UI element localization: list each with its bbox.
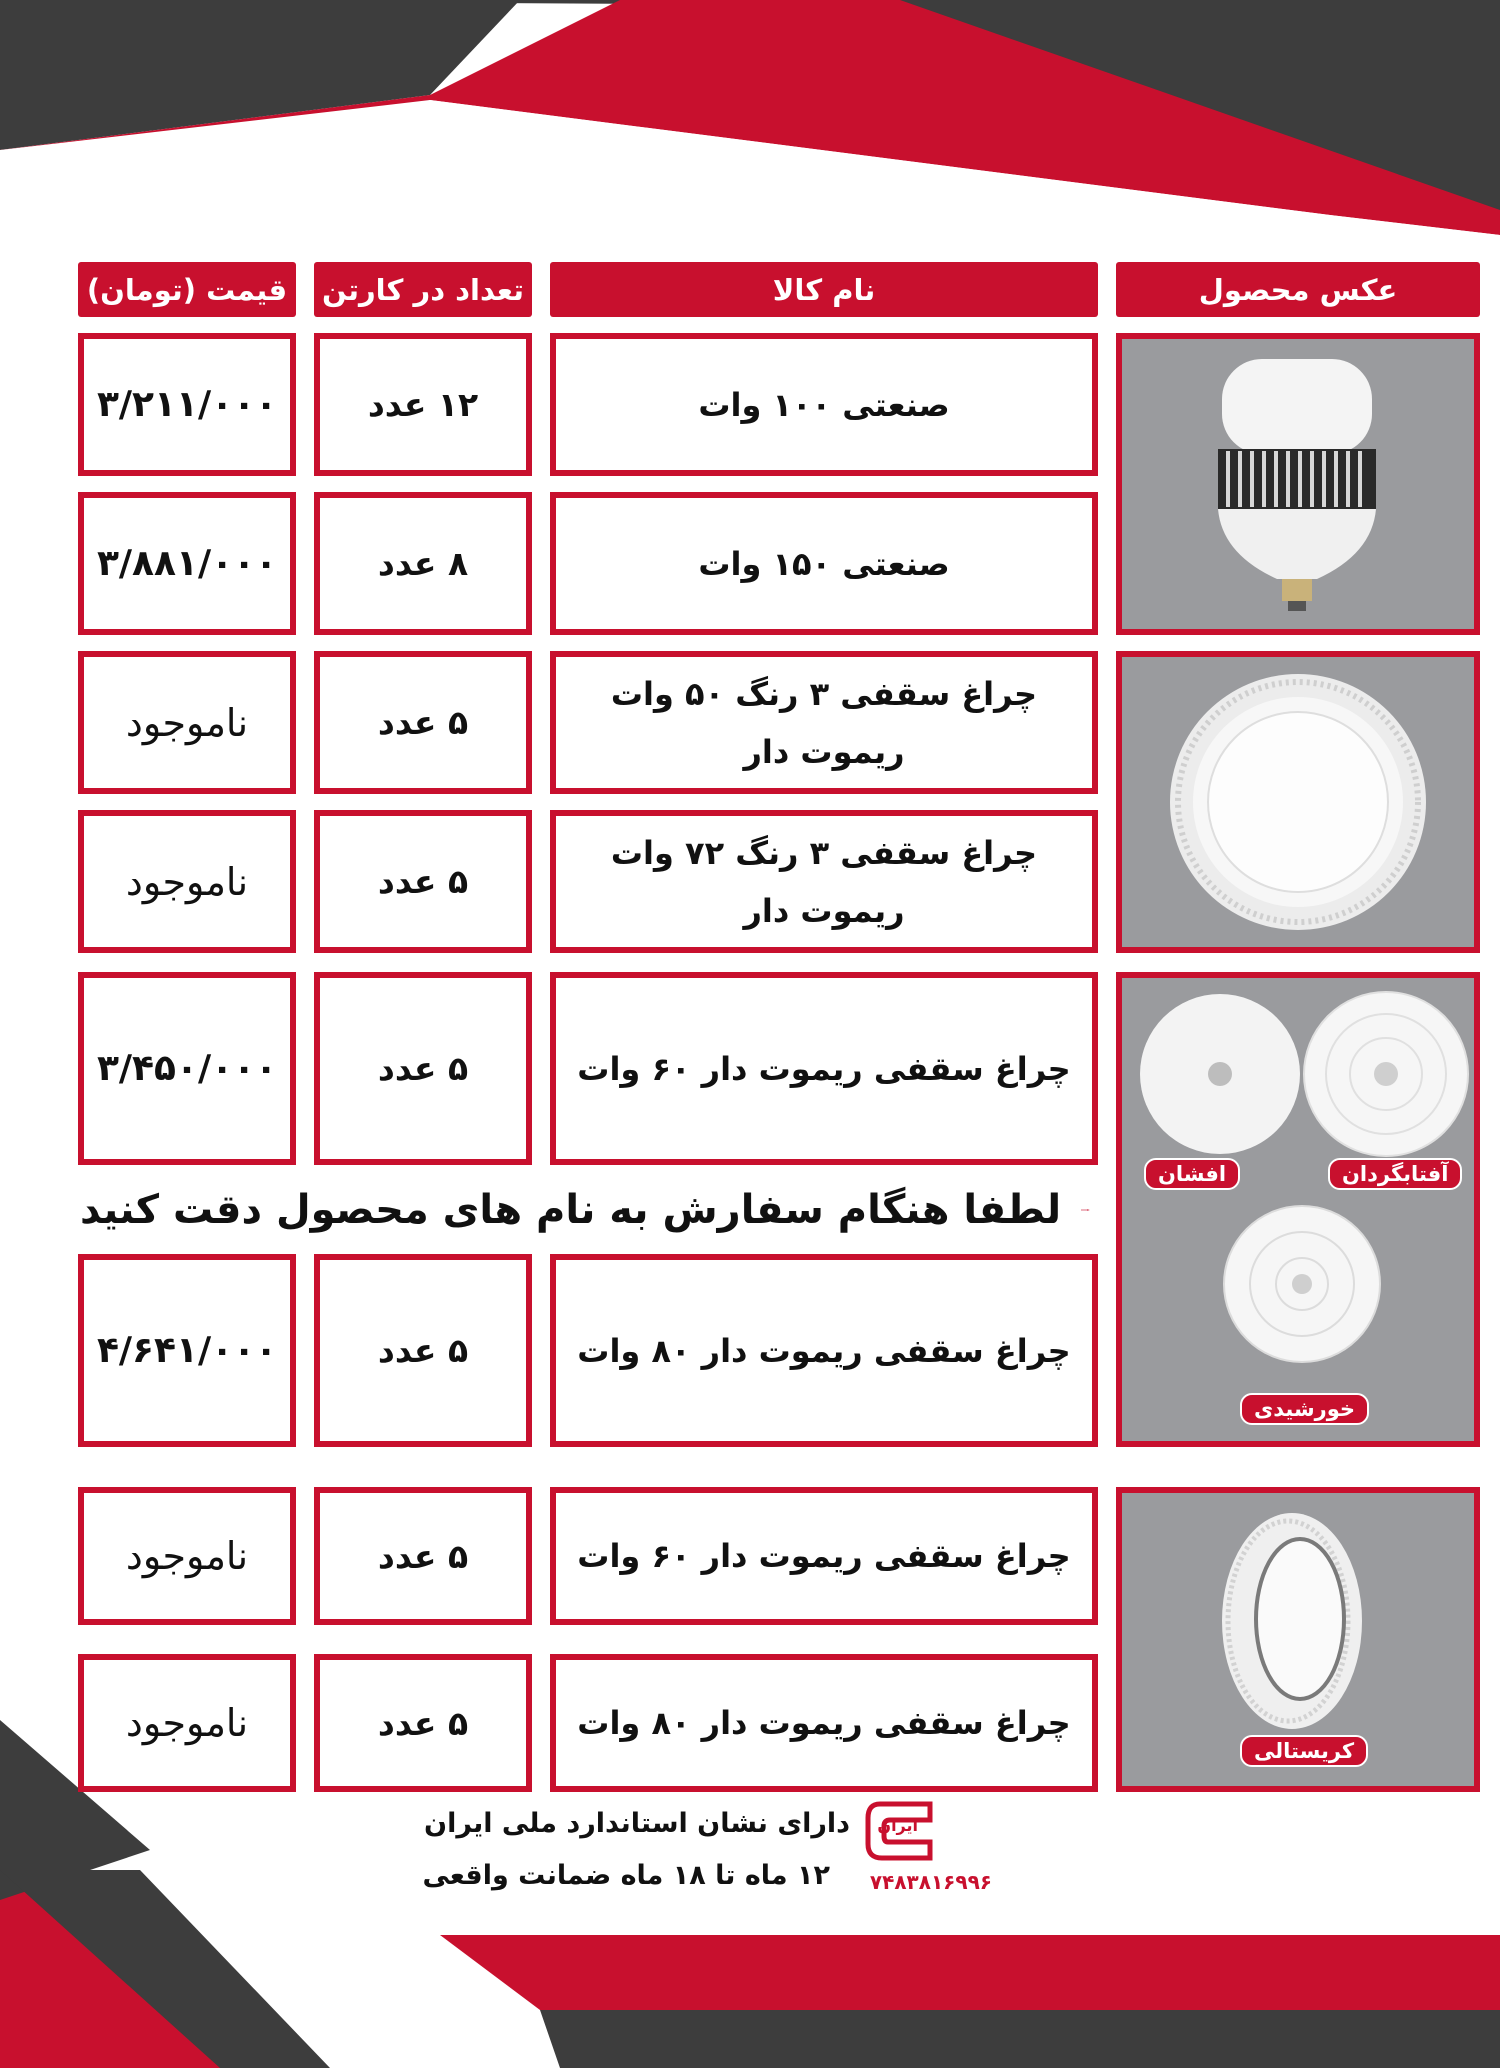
lamp-styles-image [1122, 978, 1474, 1441]
order-notice-banner [80, 1170, 1090, 1250]
table-row-name [550, 1487, 1098, 1625]
table-row-qty: ۵ عدد [314, 1654, 532, 1792]
header-name: نام کالا [550, 262, 1098, 317]
table-row-name [550, 492, 1098, 635]
table-row-price: ناموجود [78, 651, 296, 794]
header-qty: تعداد در کارتن [314, 262, 532, 317]
product-name: صنعتی ۱۵۰ وات [698, 544, 950, 583]
table-row-name [550, 651, 1098, 794]
table-row-name [550, 972, 1098, 1165]
label-khorshidi: خورشیدی [1240, 1393, 1369, 1425]
table-row-qty: ۸ عدد [314, 492, 532, 635]
product-name-line2: ریموت دار [743, 891, 905, 930]
header-price: قیمت (تومان) [78, 262, 296, 317]
table-row-qty: ۵ عدد [314, 651, 532, 794]
arrow-right-icon [1081, 1190, 1090, 1230]
product-name: چراغ سقفی ریموت دار ۶۰ وات [577, 1537, 1071, 1575]
ceiling-light-image [1122, 657, 1474, 947]
product-name: چراغ سقفی ریموت دار ۶۰ وات [577, 1049, 1071, 1088]
footer-standard-block [422, 1790, 1000, 1910]
product-photo-ceiling-light [1116, 651, 1480, 953]
table-row-price: ناموجود [78, 1487, 296, 1625]
product-name: صنعتی ۱۰۰ وات [698, 385, 950, 424]
label-kristali: کریستالی [1240, 1735, 1368, 1767]
table-row-price: ۴/۶۴۱/۰۰۰ [78, 1254, 296, 1447]
product-name-line2: ریموت دار [743, 732, 905, 771]
table-row-name [550, 810, 1098, 953]
table-row-qty: ۱۲ عدد [314, 333, 532, 476]
label-aftabgardan: آفتابگردان [1328, 1158, 1462, 1190]
table-row-price: ناموجود [78, 1654, 296, 1792]
table-row-price: ۳/۲۱۱/۰۰۰ [78, 333, 296, 476]
table-row-qty: ۵ عدد [314, 972, 532, 1165]
iran-standard-logo-text: ایران [877, 1816, 918, 1835]
industrial-bulb-image [1122, 339, 1474, 629]
standard-code: ۷۴۸۳۸۱۶۹۹۶ [869, 1870, 992, 1894]
table-row-price: ۳/۴۵۰/۰۰۰ [78, 972, 296, 1165]
table-row-price: ناموجود [78, 810, 296, 953]
table-row-name [550, 1254, 1098, 1447]
table-row-name [550, 333, 1098, 476]
table-row-qty: ۵ عدد [314, 1487, 532, 1625]
product-name: چراغ سقفی ریموت دار ۸۰ وات [577, 1704, 1071, 1742]
header-photo: عکس محصول [1116, 262, 1480, 317]
product-name-line1: چراغ سقفی ۳ رنگ ۷۲ وات [610, 833, 1038, 872]
warranty-text: ۱۲ ماه تا ۱۸ ماه ضمانت واقعی [422, 1860, 830, 1891]
standard-text: دارای نشان استاندارد ملی ایران [424, 1808, 850, 1839]
table-row-qty: ۵ عدد [314, 810, 532, 953]
order-notice-text: لطفا هنگام سفارش به نام های محصول دقت کنید [80, 1187, 1062, 1233]
label-afshan: افشان [1144, 1158, 1240, 1190]
product-photo-crystal-lamp [1116, 1487, 1480, 1792]
table-row-name [550, 1654, 1098, 1792]
table-row-qty: ۵ عدد [314, 1254, 532, 1447]
table-row-price: ۳/۸۸۱/۰۰۰ [78, 492, 296, 635]
product-name: چراغ سقفی ریموت دار ۸۰ وات [577, 1331, 1071, 1370]
product-photo-industrial-bulb [1116, 333, 1480, 635]
product-photo-lamp-styles [1116, 972, 1480, 1447]
product-name-line1: چراغ سقفی ۳ رنگ ۵۰ وات [610, 674, 1038, 713]
